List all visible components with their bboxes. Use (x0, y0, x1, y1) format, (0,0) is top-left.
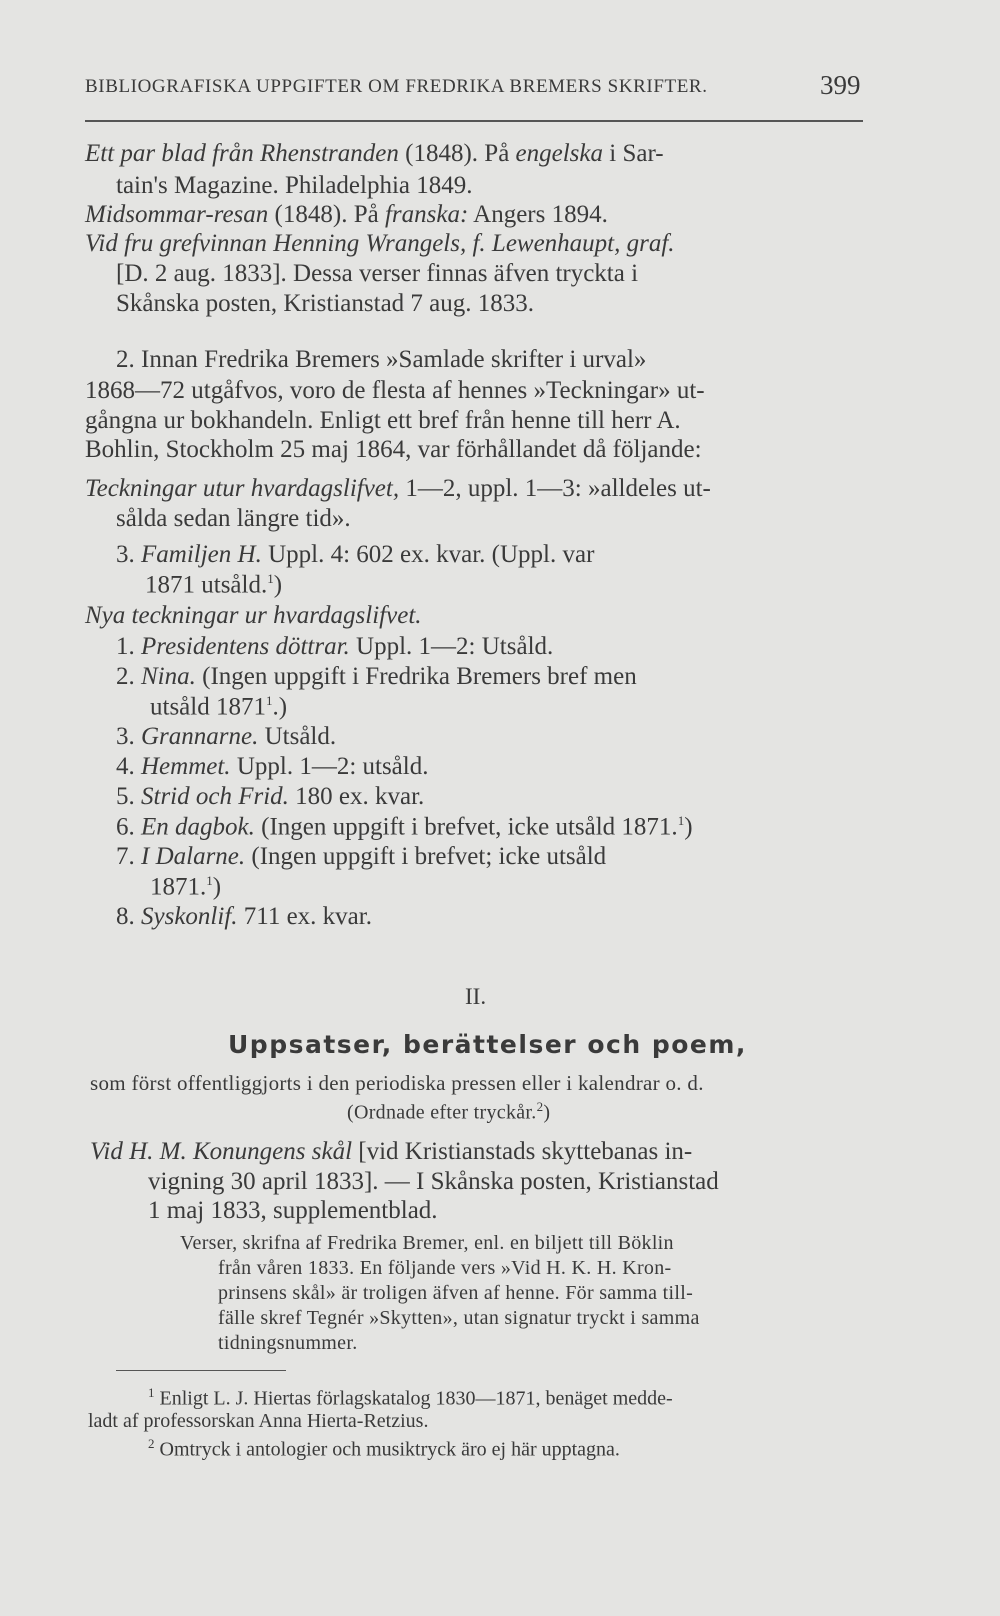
text-line: 1871 utsåld.$^1$) (145, 571, 283, 599)
list-item-cont: 1871.$^1$) (150, 873, 222, 901)
text-line: tidningsnummer. (218, 1332, 358, 1354)
text-line: Verser, skrifna af Fredrika Bremer, enl. en biljett till Böklin (180, 1232, 674, 1254)
text-line: gångna ur bokhandeln. Enligt ett bref från henne till herr A. (85, 407, 681, 434)
text-line: Skånska posten, Kristianstad 7 aug. 1833. (116, 290, 535, 317)
text-line: vigning 30 april 1833]. — I Skånska posten, Kristianstad (148, 1168, 719, 1195)
footnote-2: $^2$ Omtryck i antologier och musiktryck äro ej här upptagna. (148, 1436, 620, 1461)
section-subtitle: som först offentliggjorts i den periodiska pressen eller i kalendrar o. d. (90, 1071, 704, 1095)
list-item: 8. Syskonlif. 711 ex. kvar. (116, 903, 372, 930)
text-line: Ett par blad från Rhenstranden (1848). På engelska i Sar- (85, 140, 664, 167)
page-number: 399 (820, 70, 861, 100)
text-line: 1868—72 utgåfvos, voro de flesta af hennes »Teckningar» ut- (85, 377, 705, 404)
list-item: 7. I Dalarne. (Ingen uppgift i brefvet; icke utsåld (116, 843, 607, 870)
section-note: (Ordnade efter tryckår.$^2$) (347, 1099, 551, 1124)
list-item: 1. Presidentens döttrar. Uppl. 1—2: Utsåld. (116, 633, 554, 660)
text-line: 2. Innan Fredrika Bremers »Samlade skrifter i urval» (116, 346, 647, 373)
footnote-ref: 1 (206, 873, 213, 888)
footnote-ref: 1 (265, 693, 273, 708)
text-line: Bohlin, Stockholm 25 maj 1864, var förhållandet då följande: (85, 436, 702, 463)
footnote-ref: 1 (267, 571, 274, 586)
text-line: Vid H. M. Konungens skål [vid Kristianstads skyttebanas in- (90, 1138, 693, 1165)
text-line: Nya teckningar ur hvardagslifvet. (85, 602, 422, 629)
text-line: sålda sedan längre tid». (116, 505, 351, 532)
running-header: BIBLIOGRAFISKA UPPGIFTER OM FREDRIKA BREMERS SKRIFTER. (85, 76, 708, 97)
text-line: prinsens skål» är troligen äfven af henne. För samma till- (218, 1282, 694, 1304)
footnote-ref: 1 (677, 813, 685, 828)
text-line: 3. Familjen H. Uppl. 4: 602 ex. kvar. (Uppl. var (116, 541, 595, 568)
text-line: fälle skref Tegnér »Skytten», utan signatur tryckt i samma (218, 1307, 700, 1329)
text-line: tain's Magazine. Philadelphia 1849. (116, 172, 473, 199)
text-line: Vid fru grefvinnan Henning Wrangels, f. Lewenhaupt, graf. (85, 230, 675, 257)
list-item: 2. Nina. (Ingen uppgift i Fredrika Bremers bref men (116, 663, 637, 690)
footnote-ref: 2 (536, 1099, 544, 1114)
text-line: Teckningar utur hvardagslifvet, 1—2, uppl. 1—3: »alldeles ut- (85, 475, 711, 502)
text-line: Midsommar-resan (1848). På franska: Angers 1894. (85, 201, 608, 228)
section-number: II. (465, 984, 487, 1009)
list-item: 3. Grannarne. Utsåld. (116, 723, 337, 750)
footnote-1-cont: ladt af professorskan Anna Hierta-Retzius. (88, 1410, 429, 1432)
text-line: 1 maj 1833, supplementblad. (148, 1197, 438, 1224)
text-line: från våren 1833. En följande vers »Vid H. K. H. Kron- (218, 1257, 672, 1279)
list-item-cont: utsåld 1871$^1$.) (150, 693, 288, 721)
section-title: Uppsatser, berättelser och poem, (228, 1030, 747, 1059)
list-item: 6. En dagbok. (Ingen uppgift i brefvet, icke utsåld 1871.$^1$) (116, 813, 693, 841)
text-line: [D. 2 aug. 1833]. Dessa verser finnas äfven tryckta i (116, 260, 639, 287)
footnote-rule (116, 1370, 286, 1371)
list-item: 4. Hemmet. Uppl. 1—2: utsåld. (116, 753, 429, 780)
footnote-1: $^1$ Enligt L. J. Hiertas förlagskatalog 1830—1871, benäget medde- (148, 1385, 673, 1410)
list-item: 5. Strid och Frid. 180 ex. kvar. (116, 783, 425, 810)
header-rule (85, 120, 863, 122)
